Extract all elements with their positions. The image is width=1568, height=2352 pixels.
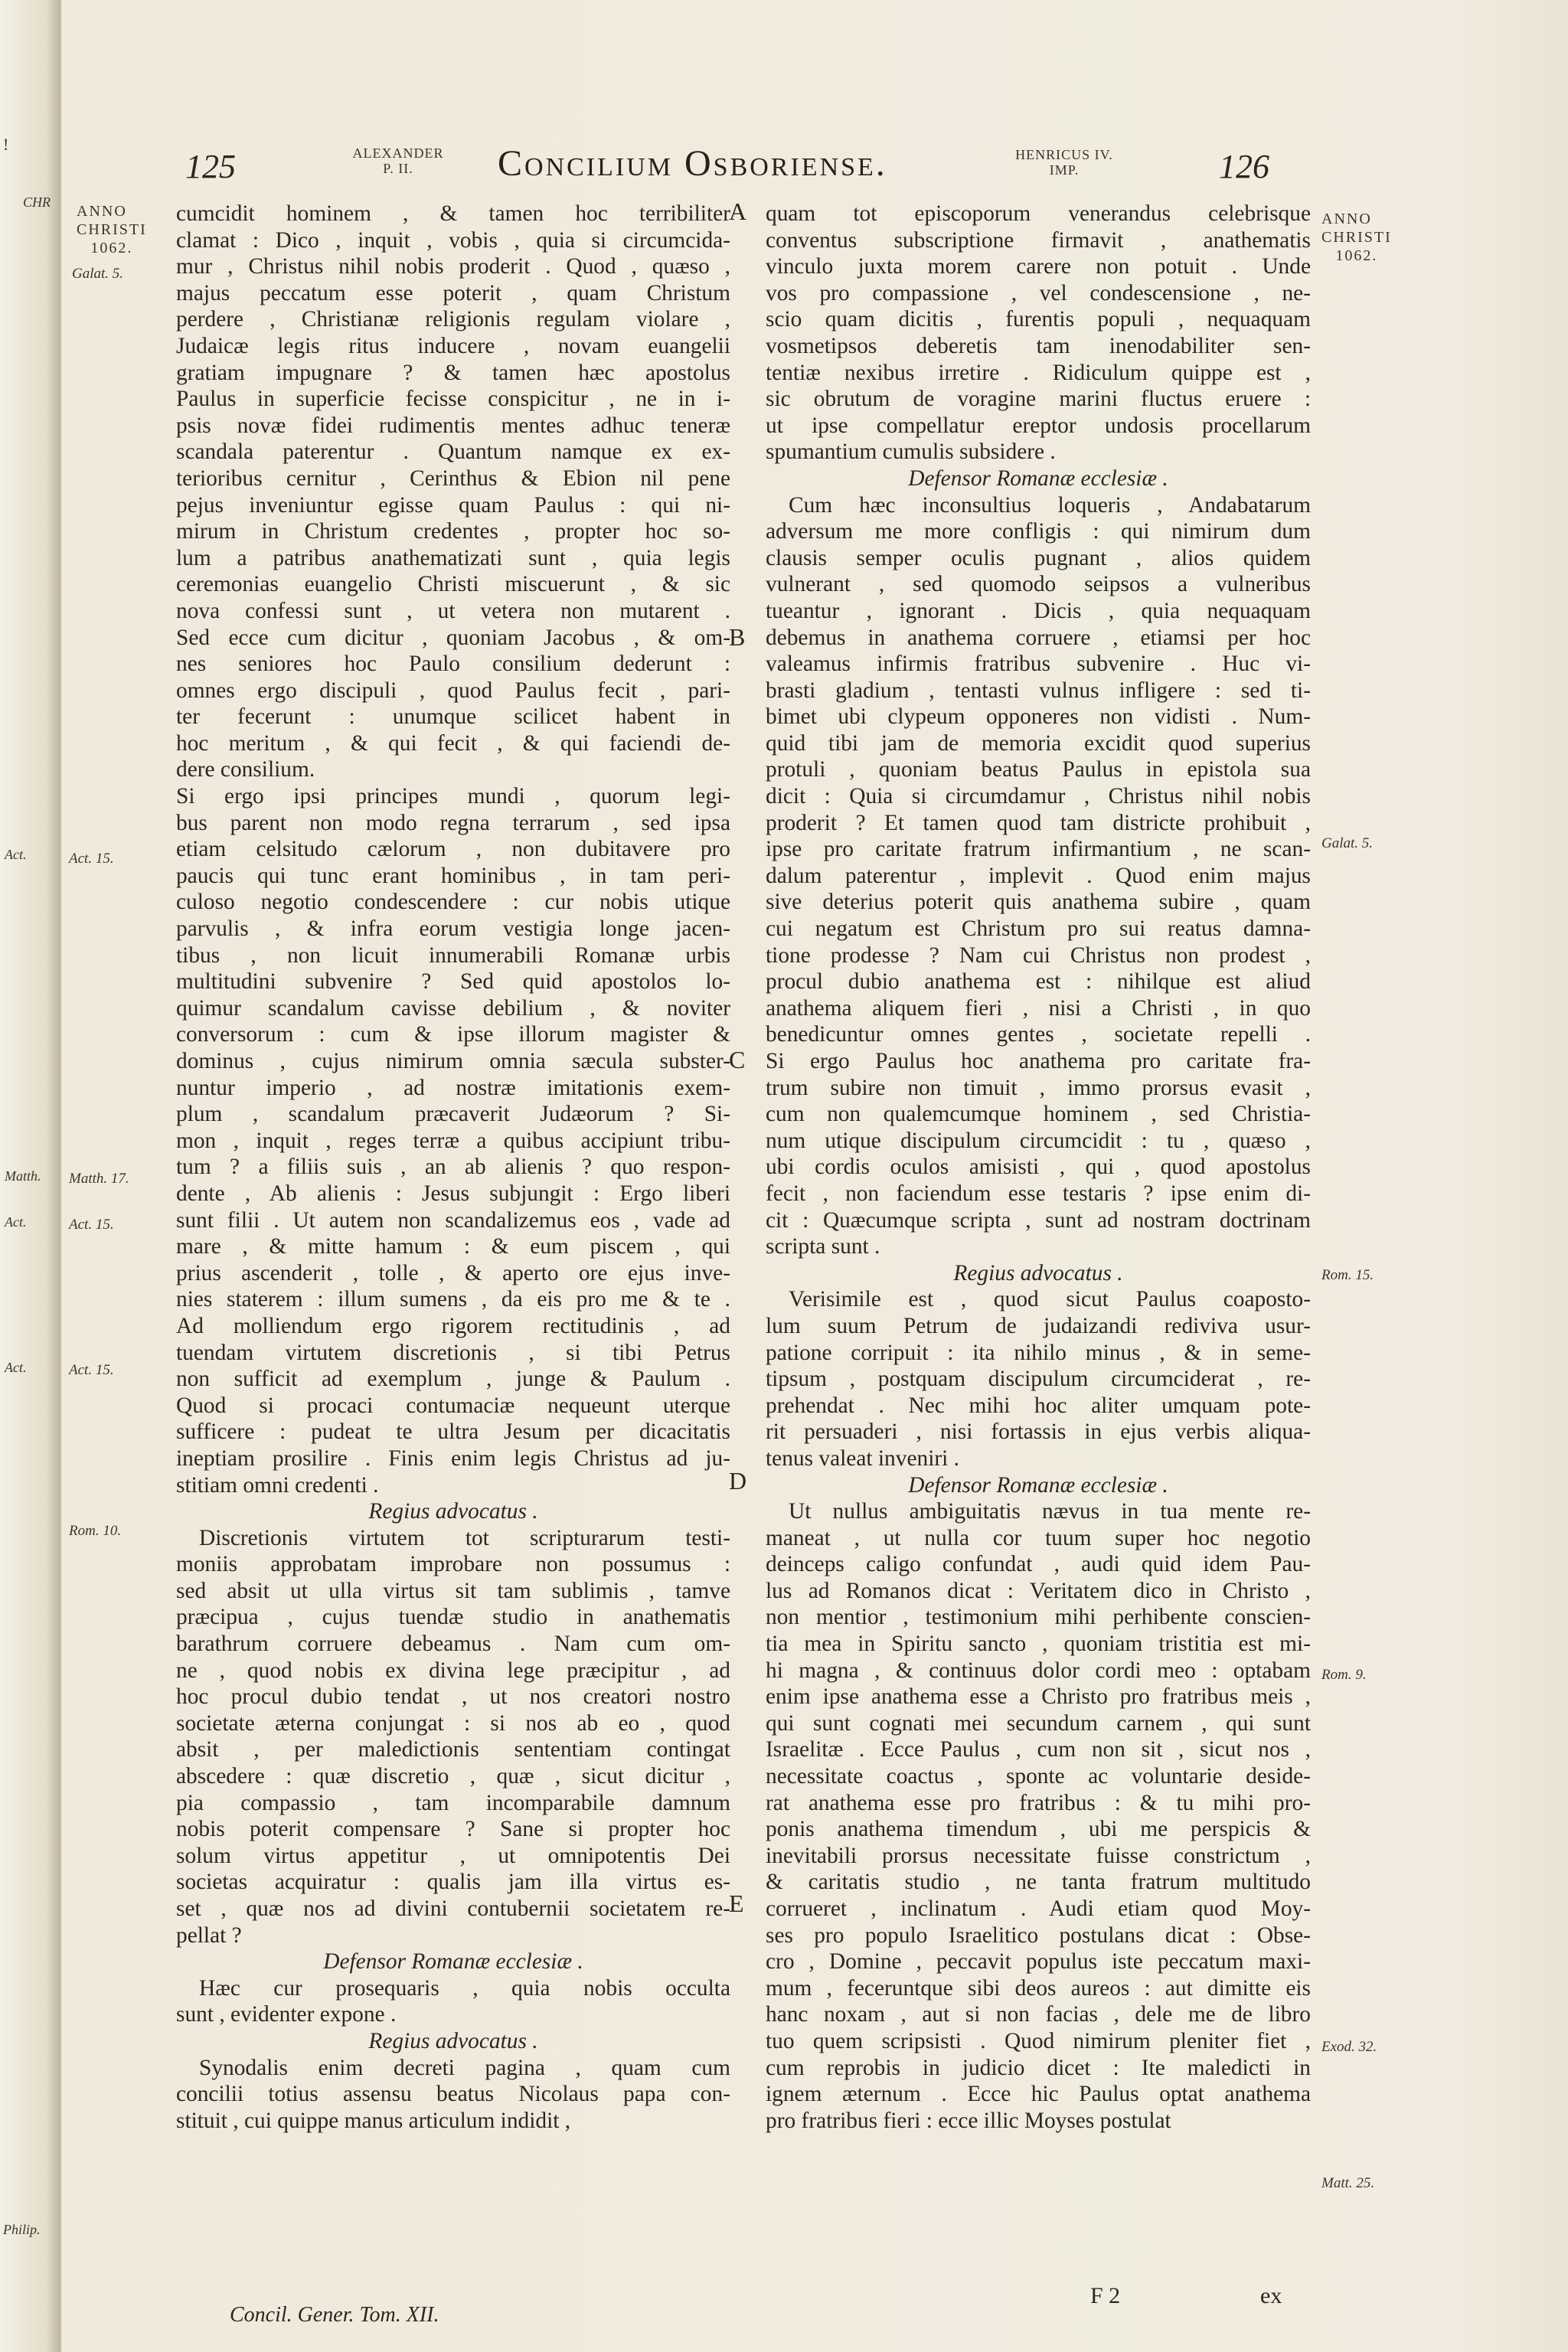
text-line: dere consilium. [176, 757, 315, 782]
text-line: stituit , cui quippe manus articulum indidit , [176, 2108, 571, 2133]
text-line: dicit : Quia si circumdamur , Christus nihil nobis [766, 784, 1311, 809]
text-line: sufficere : pudeat te ultra Jesum per dicacitatis [176, 1419, 730, 1445]
text-line: conventus subscriptione firmavit , anathematis [766, 227, 1311, 253]
footer-catchword [1260, 2283, 1282, 2309]
text-line: corrueret , inclinatum . Audi etiam quod Moy- [766, 1896, 1311, 1921]
text-line: benedicuntur omnes gentes , societate repelli . [766, 1022, 1311, 1047]
text-line: prehendat . Nec mihi hoc aliter umquam pote- [766, 1393, 1311, 1418]
text-line: anathema aliquem fieri , nisi a Christi , in quo [766, 995, 1311, 1021]
text-line: dalum paterentur , implevit . Quod enim majus [766, 863, 1311, 888]
text-line: clausis semper oculis pugnant , alios quidem [766, 545, 1311, 570]
text-line: sunt , evidenter expone . [176, 2002, 397, 2027]
text-line: scripta sunt . [766, 1234, 880, 1259]
section-marker-a: A [729, 198, 747, 225]
text-line: majus peccatum esse poterit , quam Christum [176, 280, 730, 305]
text-line: vos pro compassione , vel condescensione , ne- [766, 280, 1311, 305]
text-line: hi magna , & continuus dolor cordi meo : optabam [766, 1658, 1311, 1683]
text-line: enim ipse anathema esse a Christo pro fratribus meis , [766, 1684, 1311, 1710]
text-line: rat anathema esse pro fratribus : & tu mihi pro- [766, 1790, 1311, 1815]
text-line: Si ergo Paulus hoc anathema pro caritate fra- [766, 1049, 1311, 1073]
volume-reference: Concil. Gener. Tom. XII. [230, 2303, 439, 2327]
text-line: tueantur , ignorant . Dicis , quia nequaquam [766, 598, 1311, 623]
text-line: quam tot episcoporum venerandus celebrisque [766, 201, 1311, 226]
text-line: Verisimile est , quod sicut Paulus coaposto- [789, 1287, 1311, 1312]
text-line: protuli , quoniam beatus Paulus in epistola sua [766, 757, 1311, 782]
signature-mark: F 2 [1090, 2283, 1121, 2308]
text-line: vinculo juxta morem carere non potuit . Unde [766, 254, 1311, 279]
text-line: parvulis , & infra eorum vestigia longe jacen- [176, 916, 730, 942]
catchword: ex [1260, 2283, 1282, 2308]
left-page-number: 125 [185, 148, 236, 185]
text-line: Defensor Romanæ ecclesiæ . [323, 1949, 583, 1975]
margin-line: 1062. [90, 240, 133, 256]
text-line: etiam celsitudo cælorum , non dubitavere pro [176, 837, 730, 862]
text-line: tenus valeat inveniri . [766, 1446, 960, 1471]
text-line: Ad molliendum ergo rigorem rectitudinis , ad [176, 1313, 730, 1338]
runner-line: IMP. [1049, 162, 1080, 178]
right-text-column [766, 201, 1311, 2134]
text-line: ut ipse compellatur ereptor undosis procellarum [766, 413, 1311, 438]
text-line: debemus in anathema corruere , etiamsi per hoc [766, 625, 1311, 650]
text-line: multitudini subvenire ? Sed quid apostolos lo- [176, 969, 730, 995]
text-line: scandala paterentur . Quantum namque ex ex- [176, 439, 730, 465]
gutter-fragment: Matth. [5, 1168, 41, 1184]
text-line: cui negatum est Christum pro sui reatus damna- [766, 916, 1311, 942]
text-line: spumantium cumulis subsidere . [766, 439, 1056, 465]
margin-note-galat: Galat. 5. [72, 266, 124, 282]
text-line: plum , scandalum præcaverit Judæorum ? Si- [176, 1102, 730, 1127]
text-line: conversorum : cum & ipse illorum magister & [176, 1022, 730, 1047]
text-line: Defensor Romanæ ecclesiæ . [908, 1472, 1168, 1498]
text-line: Hæc cur prosequaris , quia nobis occulta [199, 1975, 730, 2001]
text-line: non mentior , testimonium mihi perhibente conscien- [766, 1605, 1311, 1630]
margin-note-act: Act. 15. [69, 851, 114, 867]
text-line: stitiam omni credenti . [176, 1472, 379, 1498]
text-line: mum , feceruntque sibi deos aureos : aut dimitte eis [766, 1975, 1311, 2001]
text-line: mon , inquit , reges terræ a quibus accipiunt tribu- [176, 1128, 730, 1153]
text-line: Paulus in superficie fecisse conspicitur , ne in i- [176, 387, 730, 412]
text-line: Regius advocatus . [953, 1260, 1123, 1285]
margin-note-matt: Matt. 25. [1321, 2175, 1375, 2191]
gutter-fragment: Act. [5, 847, 27, 862]
text-line: fecit , non faciendum esse testaris ? ipse enim di- [766, 1181, 1311, 1206]
margin-note-matth: Matth. 17. [69, 1171, 129, 1187]
text-line: procul dubio anathema est : nihilque est aliud [766, 969, 1311, 995]
text-line: nobis poterit compensare ? Sane si propter hoc [176, 1817, 730, 1842]
text-line: cro , Domine , peccavit populus iste peccatum maxi- [766, 1949, 1311, 1975]
text-line: præcipua , cujus tuendæ studio in anathematis [176, 1605, 730, 1630]
text-line: absit , per maledictionis sententiam contingat [176, 1737, 730, 1762]
text-line: lus ad Romanos dicat : Veritatem dico in Christo , [766, 1578, 1311, 1603]
text-line: lum a patribus anathematizati sunt , quia legis [176, 545, 730, 570]
left-margin-year [77, 202, 147, 257]
text-line: cumcidit hominem , & tamen hoc terribiliter [176, 201, 730, 226]
text-line: Sed ecce cum dicitur , quoniam Jacobus , & om- [176, 625, 730, 650]
text-line: ponis anathema timendum , ubi me perspicis & [766, 1817, 1311, 1842]
text-line: mirum in Christum credentes , propter hoc so- [176, 519, 730, 544]
text-line: perdere , Christianæ religionis regulam violare , [176, 307, 730, 332]
text-line: sive deterius poterit quis anathema subire , quam [766, 890, 1311, 915]
text-line: Regius advocatus . [368, 1499, 538, 1524]
text-line: clamat : Dico , inquit , vobis , quia si circumcida- [176, 227, 730, 253]
text-line: psis novæ fidei rudimentis mentes adhuc teneræ [176, 413, 730, 438]
text-line: sic obrutum de voragine marini fluctus eruere : [766, 387, 1311, 412]
text-line: bimet ubi clypeum opponeres non vidisti . Num- [766, 704, 1311, 730]
text-line: patione corripuit : ita nihilo minus , & in seme- [766, 1340, 1311, 1365]
text-line: Discretionis virtutem tot scripturarum testi- [199, 1525, 730, 1550]
text-line: inevitabili prorsus necessitate fuisse constrictum , [766, 1843, 1311, 1868]
text-line: bus parent non modo regna terrarum , sed ipsa [176, 810, 730, 835]
text-line: ineptiam prosilire . Finis enim legis Christus ad ju- [176, 1446, 730, 1471]
margin-note-rom: Rom. 9. [1321, 1667, 1367, 1683]
text-line: Si ergo ipsi principes mundi , quorum legi- [176, 784, 730, 809]
text-line: cum reprobis in judicio dicet : Ite maledicti in [766, 2055, 1311, 2080]
text-line: ceremonias euangelio Christi miscuerunt , & sic [176, 572, 730, 597]
text-line: Defensor Romanæ ecclesiæ . [908, 466, 1168, 491]
gutter-fragment: CHR [23, 194, 51, 210]
text-line: ipse pro caritate fratrum infirmantium , ne scan- [766, 837, 1311, 862]
text-line: ses pro populo Israelitico postulans dicat : Obse- [766, 1922, 1311, 1948]
right-running-title [1003, 147, 1125, 178]
text-line: solum virtus appetitur , ut omnipotentis Dei [176, 1843, 730, 1868]
text-line: quimur scandalum cavisse debilium , & noviter [176, 995, 730, 1021]
footer-signature [1090, 2283, 1120, 2309]
runner-line: HENRICUS IV. [1015, 147, 1113, 162]
text-line: Judaicæ legis ritus inducere , novam euangelii [176, 333, 730, 358]
margin-note-rom: Rom. 10. [69, 1523, 122, 1539]
text-line: cit : Quæcumque scripta , sunt ad nostram doctrinam [766, 1207, 1311, 1233]
page-title: Concilium Osboriense. [498, 143, 887, 184]
margin-note-exod: Exod. 32. [1321, 2039, 1377, 2055]
text-line: pejus inveniuntur egisse quam Paulus : qui ni- [176, 492, 730, 518]
text-line: tuendam virtutem discretionis , si tibi Petrus [176, 1340, 730, 1365]
text-line: tione prodesse ? Nam cui Christus non prodest , [766, 942, 1311, 968]
text-line: Cum hæc inconsultius loqueris , Andabatarum [789, 492, 1311, 518]
text-line: nuntur imperio , ad nostræ imitationis exem- [176, 1075, 730, 1100]
text-line: Regius advocatus . [368, 2028, 538, 2053]
margin-line: CHRISTI [77, 221, 147, 238]
text-line: barathrum corruere debeamus . Nam cum om- [176, 1632, 730, 1657]
text-line: tentiæ nexibus irretire . Ridiculum quippe est , [766, 360, 1311, 385]
text-line: cum non qualemcumque hominem , sed Christia- [766, 1102, 1311, 1127]
text-line: tipsum , postquam discipulum circumciderat , re- [766, 1367, 1311, 1392]
gutter-fragment: Act. [5, 1214, 27, 1230]
text-line: dominus , cujus nimirum omnia sæcula subster- [176, 1049, 730, 1073]
text-line: pro fratribus fieri : ecce illic Moyses postulat [766, 2108, 1171, 2133]
text-line: vosmetipsos deberetis tam inenodabiliter sen- [766, 333, 1311, 358]
text-line: quid tibi jam de memoria excidit quod superius [766, 730, 1311, 756]
right-margin-year [1321, 210, 1392, 265]
text-line: valeamus infirmis fratribus subvenire . Huc vi- [766, 652, 1311, 677]
gutter-fragment: Act. [5, 1360, 27, 1375]
text-line: trum subire non timuit , immo prorsus evasit , [766, 1075, 1311, 1100]
text-line: pia compassio , tam incomparabile damnum [176, 1790, 730, 1815]
text-line: terioribus cernitur , Cerinthus & Ebion nil pene [176, 466, 730, 491]
text-line: adversum me more confligis : qui nimirum dum [766, 519, 1311, 544]
margin-note-act: Act. 15. [69, 1217, 114, 1233]
text-line: nes seniores hoc Paulo consilium dederunt : [176, 652, 730, 677]
gutter-fragment: ! [3, 135, 9, 154]
text-line: ter fecerunt : unumque scilicet habent in [176, 704, 730, 730]
text-line: hoc procul dubio tendat , ut nos creatori nostro [176, 1684, 730, 1710]
text-line: maneat , ut nulla cor tuum super hoc negotio [766, 1525, 1311, 1550]
text-line: necessitate coactus , sponte ac voluntarie deside- [766, 1764, 1311, 1789]
section-marker-b: B [729, 623, 746, 651]
runner-line: ALEXANDER [352, 145, 444, 161]
text-line: tia mea in Spiritu sancto , quoniam tristitia est mi- [766, 1632, 1311, 1657]
text-line: hoc meritum , & qui fecit , & qui faciendi de- [176, 730, 730, 756]
runner-line: P. II. [383, 161, 413, 176]
text-line: tibus , non licuit innumerabili Romanæ urbis [176, 942, 730, 968]
text-line: lum suum Petrum de judaizandi rediviva usur- [766, 1313, 1311, 1338]
text-line: qui sunt cognati mei secundum carnem , qui sunt [766, 1710, 1311, 1736]
text-line: set , quæ nos ad divini contubernii societatem re- [176, 1896, 730, 1921]
text-line: abscedere : quæ discretio , quæ , sicut dicitur , [176, 1764, 730, 1789]
margin-line: ANNO [77, 203, 127, 220]
binding-gutter [0, 0, 61, 2352]
right-page-number: 126 [1219, 148, 1269, 185]
margin-note-act: Act. 15. [69, 1362, 114, 1378]
text-line: sunt filii . Ut autem non scandalizemus eos , vade ad [176, 1207, 730, 1233]
gutter-fragment: Philip. [3, 2222, 41, 2237]
text-line: tuo quem scripsisti . Quod nimirum pleniter fiet , [766, 2028, 1311, 2053]
text-line: hanc noxam , aut si non facias , dele me de libro [766, 2002, 1311, 2027]
text-line: sed absit ut ulla virtus sit tam sublimis , tamve [176, 1578, 730, 1603]
text-line: pellat ? [176, 1922, 242, 1948]
text-line: nies staterem : illum sumens , da eis pro me & te . [176, 1287, 730, 1312]
text-line: scio quam dicitis , furentis populi , nequaquam [766, 307, 1311, 332]
left-running-title [322, 145, 475, 176]
text-line: Israelitæ . Ecce Paulus , cum non sit , sicut nos , [766, 1737, 1311, 1762]
text-line: societate æterna conjungat : si nos ab eo , quod [176, 1710, 730, 1736]
text-line: societas acquiratur : qualis jam illa virtus es- [176, 1870, 730, 1895]
text-line: gratiam impugnare ? & tamen hæc apostolus [176, 360, 730, 385]
text-line: mur , Christus nihil nobis proderit . Quod , quæso , [176, 254, 730, 279]
margin-line: 1062. [1335, 247, 1378, 264]
text-line: proderit ? Et tamen quod tam districte prohibuit , [766, 810, 1311, 835]
text-line: culoso negotio condescendere : cur nobis utique [176, 890, 730, 915]
text-line: prius ascenderit , tolle , & aperto ore ejus inve- [176, 1260, 730, 1285]
text-line: ne , quod nobis ex divina lege præcipitur , ad [176, 1658, 730, 1683]
text-line: num utique discipulum circumcidit : tu , quæso , [766, 1128, 1311, 1153]
text-line: Quod si procaci contumaciæ nequeunt uterque [176, 1393, 730, 1418]
text-line: non sufficit ad exemplum , junge & Paulum . [176, 1367, 730, 1392]
footer-volume [230, 2303, 439, 2328]
text-line: brasti gladium , tentasti vulnus infligere : sed ti- [766, 678, 1311, 703]
margin-line: CHRISTI [1321, 229, 1392, 246]
text-line: deinceps caligo confundat , audi quid idem Pau- [766, 1552, 1311, 1577]
margin-note-galat: Galat. 5. [1321, 835, 1374, 851]
text-line: Synodalis enim decreti pagina , quam cum [199, 2055, 730, 2080]
text-line: ubi cordis oculos amisisti , qui , quod apostolus [766, 1155, 1311, 1180]
margin-line: ANNO [1321, 211, 1372, 227]
text-line: tum ? a filiis suis , an ab alienis ? quo respon- [176, 1155, 730, 1180]
section-marker-d: D [729, 1467, 747, 1494]
section-marker-c: C [729, 1046, 746, 1073]
text-line: & caritatis studio , ne tanta fratrum multitudo [766, 1870, 1311, 1895]
text-line: nova confessi sunt , ut vetera non mutarent . [176, 598, 730, 623]
section-marker-e: E [729, 1890, 744, 1917]
text-line: concilii totius assensu beatus Nicolaus papa con- [176, 2082, 730, 2107]
text-line: mare , & mitte hamum : & eum piscem , qui [176, 1234, 730, 1259]
text-line: rit persuaderi , nisi fortassis in ejus verbis aliqua- [766, 1419, 1311, 1445]
margin-note-rom: Rom. 15. [1321, 1267, 1374, 1283]
running-header [0, 145, 1568, 207]
text-line: moniis approbatam improbare non possumus : [176, 1552, 730, 1577]
text-line: Ut nullus ambiguitatis nævus in tua mente re- [789, 1499, 1311, 1524]
text-line: dente , Ab alienis : Jesus subjungit : Ergo liberi [176, 1181, 730, 1206]
left-text-column [176, 201, 730, 2134]
text-line: vulnerant , sed quomodo seipsos a vulneribus [766, 572, 1311, 597]
text-line: omnes ergo discipuli , quod Paulus fecit , pari- [176, 678, 730, 703]
text-line: paucis qui tunc erant hominibus , in tam peri- [176, 863, 730, 888]
text-line: ignem æternum . Ecce hic Paulus optat anathema [766, 2082, 1311, 2107]
